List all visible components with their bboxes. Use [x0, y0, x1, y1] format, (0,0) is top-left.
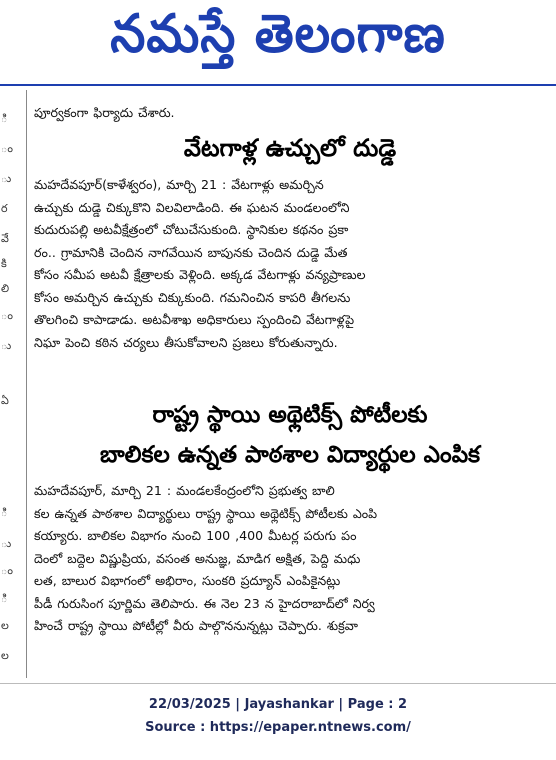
masthead-rule [0, 84, 556, 86]
margin-char: ం [1, 309, 13, 322]
margin-char: ు [1, 339, 12, 352]
margin-char: ం [1, 564, 13, 577]
margin-char: ర [1, 202, 8, 215]
text-line: ఉచ్చుకు దుడ్డె చిక్కుకొని విలవిలాడింది. ఈ ఘటన మండలంలోని [34, 199, 350, 215]
text-line: హించే రాష్ట్ర స్థాయి పోటీల్లో వీరు పాల్గొననున్నట్లు చెప్పారు. శుక్రవా [34, 618, 358, 633]
margin-char: ి [1, 592, 8, 605]
column-divider [26, 90, 27, 678]
text-line: కుదురుపల్లి అటవీక్షేత్రంలో చోటుచేసుకుంది. స్థానికుల కథనం ప్రకా [34, 222, 349, 237]
article-headline: రాష్ట్ర స్థాయి అథ్లెటిక్స్ పోటీలకు [152, 402, 428, 428]
article-headline: వేటగాళ్ల ఉచ్చులో దుడ్డె [183, 134, 397, 162]
text-line: మహదేవపూర్, మార్చి 21 : మండలకేంద్రంలోని ప్రభుత్వ బాలి [34, 483, 335, 498]
margin-char: వే [1, 232, 9, 245]
margin-char: ల [1, 649, 9, 662]
margin-char: ి [1, 506, 8, 519]
text-line: రం.. గ్రామానికి చెందిన నాగవేయిన బాపునకు చెందిన దుడ్డె మేత [34, 244, 348, 260]
margin-char: ు [1, 172, 12, 185]
margin-char: ు [1, 537, 12, 550]
text-line: పూర్వకంగా ఫిర్యాదు చేశారు. [34, 105, 175, 120]
footer-source: Source : https://epaper.ntnews.com/ [145, 720, 411, 735]
lead-in-text [34, 102, 546, 125]
text-line: కోసం సమీప అటవీ క్షేత్రాలకు వెళ్లింది. అక్కడ వేటగాళ్లు వన్యప్రాణుల [34, 267, 366, 282]
text-line: కల ఉన్నత పాఠశాల విద్యార్థులు రాష్ట్ర స్థాయి అథ్లెటిక్స్ పోటీలకు ఎంపి [34, 505, 378, 521]
margin-char: ం [1, 142, 13, 155]
margin-char: లి [1, 282, 10, 295]
text-line: దెంలో బద్దెల విష్ణుప్రియ, వసంత అనుజ్ఞ, మాడిగ అక్షిత, పెద్ది మధు [34, 550, 361, 566]
text-line: కయ్యారు. బాలికల విభాగం నుంచి 100 ,400 మీటర్ల పరుగు పం [34, 528, 357, 543]
article-body [34, 480, 546, 638]
text-line: పీడీ గురుసింగ పూర్ణిమ తెలిపారు. ఈ నెల 23 న హైదరాబాద్‌లో నిర్వ [34, 595, 375, 611]
text-line: కోసం అమర్చిన ఉచ్చుకు చిక్కుకుంది. గమనించిన కాపరి తీగలను [34, 289, 351, 305]
margin-char: ఏ [1, 394, 9, 407]
text-line: లత, బాలుర విభాగంలో అభిరాం, సుంకరి ప్రద్యూన్ ఎంపికైనట్లు [34, 573, 341, 588]
margin-char: ల [1, 619, 9, 632]
article-subheadline: బాలికల ఉన్నత పాఠశాల విద్యార్థుల ఎంపిక [99, 442, 481, 468]
footer-rule [0, 683, 556, 684]
text-line: నిఘా పెంచి కఠిన చర్యలు తీసుకోవాలని ప్రజలు కోరుతున్నారు. [34, 334, 338, 350]
footer-date-edition: 22/03/2025 | Jayashankar | Page : 2 [148, 697, 408, 712]
newspaper-masthead [0, 0, 556, 80]
adjacent-column-fragment [0, 95, 14, 685]
text-line: తొలగించి కాపాడాడు. అటవీశాఖ అధికారులు స్పందించి వేటగాళ్లపై [34, 312, 355, 327]
text-line: మహదేవపూర్(కాళేశ్వరం), మార్చి 21 : వేటగాళ్లు అమర్చిన [34, 177, 324, 192]
margin-char: కి [1, 257, 7, 270]
article-body [34, 174, 546, 354]
article-weather-trap [34, 134, 546, 354]
masthead-title: నమస్తే తెలంగాణ [110, 2, 446, 64]
margin-char: ి [1, 112, 8, 125]
article-athletics-selection [34, 402, 546, 638]
